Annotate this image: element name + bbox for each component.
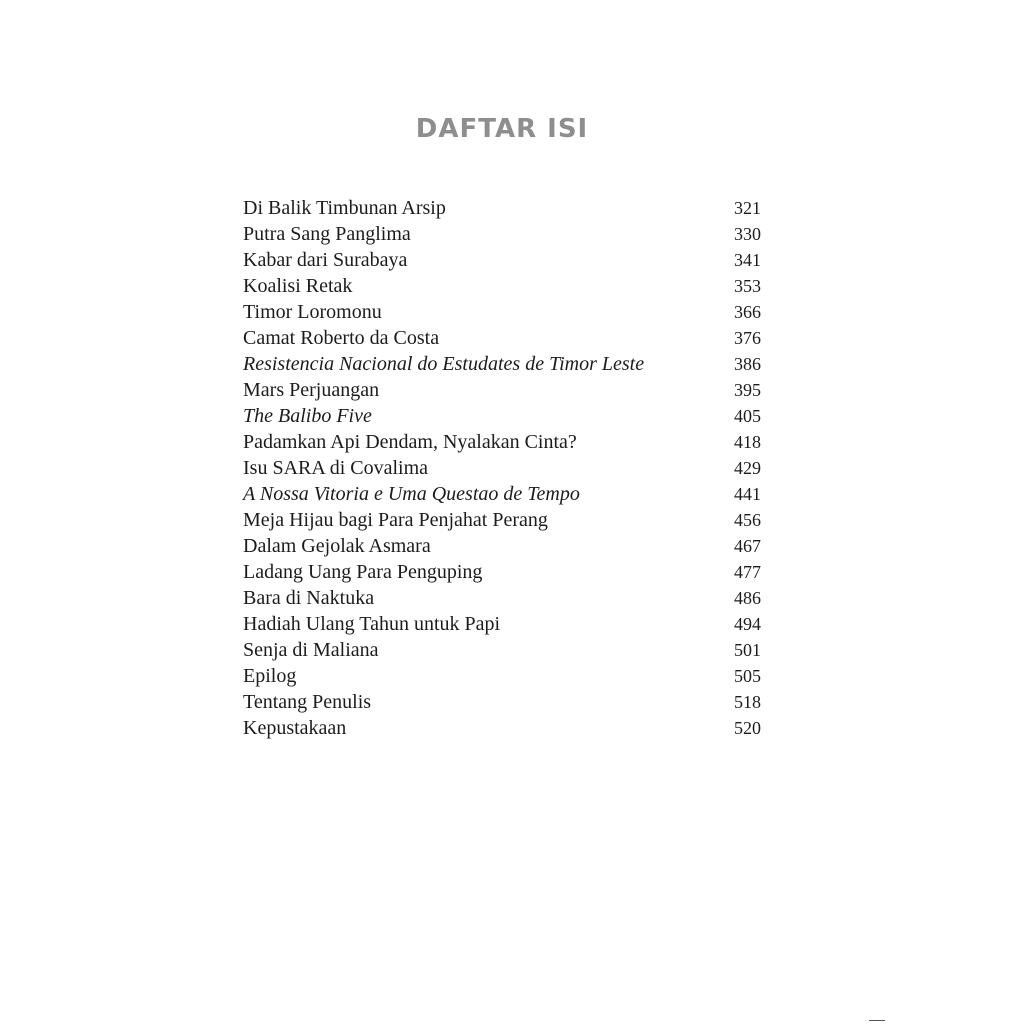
toc-entry-page-number: 518 [734, 692, 761, 712]
toc-entry-title: Padamkan Api Dendam, Nyalakan Cinta? [243, 431, 577, 453]
toc-entry-title: A Nossa Vitoria e Uma Questao de Tempo [243, 483, 580, 505]
toc-entry [243, 429, 761, 455]
toc-entry-title: Hadiah Ulang Tahun untuk Papi [243, 613, 501, 635]
toc-entry [243, 273, 761, 299]
toc-entry-title: Putra Sang Panglima [243, 223, 411, 245]
toc-entry-title: Di Balik Timbunan Arsip [243, 197, 446, 219]
toc-entry-page-number: 405 [734, 406, 761, 426]
toc-entry-title: Epilog [243, 665, 297, 687]
toc-entry-title: The Balibo Five [243, 405, 372, 427]
toc-entry-title: Timor Loromonu [243, 301, 382, 323]
toc-entry [243, 533, 761, 559]
toc-entry-page-number: 376 [734, 328, 761, 348]
toc-entry [243, 455, 761, 481]
toc-entry-title: Bara di Naktuka [243, 587, 375, 609]
toc-entry [243, 585, 761, 611]
corner-mark [869, 1020, 885, 1021]
toc-entry-page-number: 520 [734, 718, 761, 738]
toc-entry-page-number: 330 [734, 224, 761, 244]
toc-entry-title: Resistencia Nacional do Estudates de Timor Leste [243, 353, 645, 375]
toc-entry-page-number: 366 [734, 302, 761, 322]
toc-entry-title: Camat Roberto da Costa [243, 327, 440, 349]
toc-entry-page-number: 353 [734, 276, 761, 296]
toc-entry [243, 377, 761, 403]
toc-entry-page-number: 456 [734, 510, 761, 530]
toc-entry-title: Kabar dari Surabaya [243, 249, 408, 271]
toc-entry [243, 247, 761, 273]
toc-entry-title: Mars Perjuangan [243, 379, 380, 401]
toc-entry-page-number: 341 [734, 250, 761, 270]
toc-entry [243, 325, 761, 351]
toc-entry-page-number: 494 [734, 614, 761, 634]
toc-entry-title: Dalam Gejolak Asmara [243, 535, 431, 557]
toc-entry-page-number: 477 [734, 562, 761, 582]
table-of-contents [243, 195, 761, 741]
toc-entry [243, 507, 761, 533]
toc-entry-title: Koalisi Retak [243, 275, 353, 297]
toc-entry-page-number: 386 [734, 354, 761, 374]
toc-entry [243, 351, 761, 377]
toc-entry [243, 715, 761, 741]
toc-entry [243, 221, 761, 247]
toc-entry [243, 299, 761, 325]
toc-entry [243, 559, 761, 585]
toc-entry-page-number: 321 [734, 198, 761, 218]
page-title: DAFTAR ISI [415, 114, 589, 144]
toc-entry-title: Senja di Maliana [243, 639, 379, 661]
toc-entry [243, 481, 761, 507]
toc-entry-page-number: 486 [734, 588, 761, 608]
toc-entry-title: Ladang Uang Para Penguping [243, 561, 483, 583]
toc-entry-title: Meja Hijau bagi Para Penjahat Perang [243, 509, 548, 531]
toc-entry-page-number: 501 [734, 640, 761, 660]
toc-entry [243, 611, 761, 637]
toc-entry-page-number: 395 [734, 380, 761, 400]
toc-entry-page-number: 429 [734, 458, 761, 478]
toc-entry [243, 195, 761, 221]
toc-entry-title: Tentang Penulis [243, 691, 372, 713]
toc-entry-title: Isu SARA di Covalima [243, 457, 429, 479]
toc-entry-page-number: 441 [734, 484, 761, 504]
toc-entry [243, 663, 761, 689]
toc-entry [243, 689, 761, 715]
toc-entry [243, 637, 761, 663]
toc-entry-page-number: 505 [734, 666, 761, 686]
toc-entry-page-number: 467 [734, 536, 761, 556]
toc-entry [243, 403, 761, 429]
toc-entry-page-number: 418 [734, 432, 761, 452]
toc-entry-title: Kepustakaan [243, 717, 347, 739]
